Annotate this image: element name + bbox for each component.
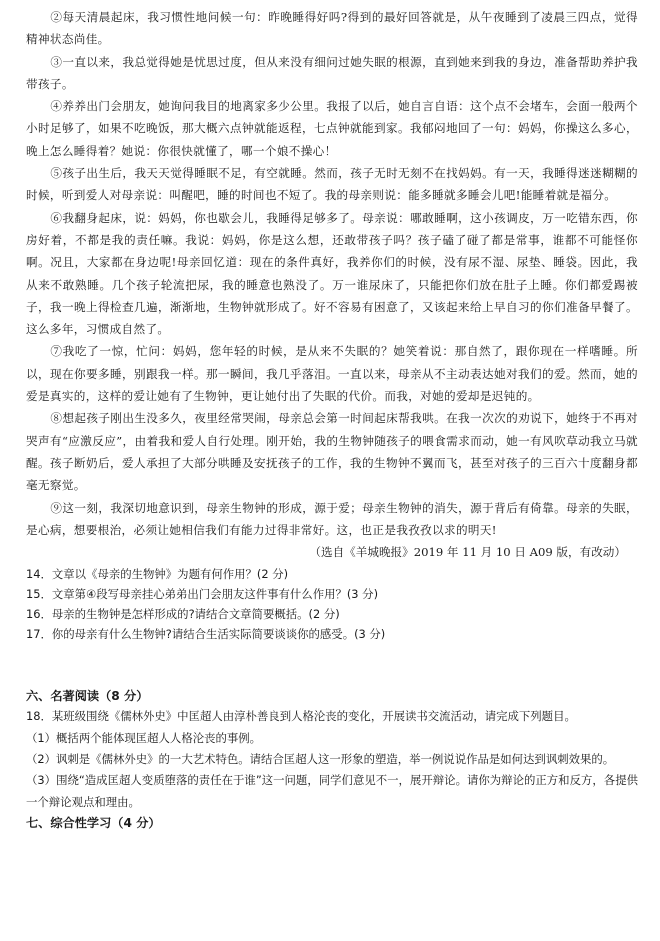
article-paragraph-3: ③一直以来，我总觉得她是忧思过度，但从来没有细问过她失眠的根源，直到她来到我的身边，准备帮助养护我带孩子。: [26, 54, 638, 91]
article: [26, 6, 638, 563]
question-18-item-2: （2）讽刺是《儒林外史》的一大艺术特色。请结合匡超人这一形象的塑造，举一例说说作品是如何达到讽刺效果的。: [26, 752, 615, 767]
question-15: 15．文章第④段写母亲挂心弟弟出门会朋友这件事有什么作用？(3 分): [26, 587, 379, 602]
exam-page: [26, 6, 638, 833]
section-6: [26, 686, 638, 812]
question-14: 14．文章以《母亲的生物钟》为题有何作用？(2 分): [26, 567, 289, 582]
article-paragraph-4: ④养养出门会朋友，她询问我目的地离家多少公里。我报了以后，她自言自语：这个点不会堵车，会面一般两个小时足够了，如果不吃晚饭，那大概六点钟就能返程，七点钟就能到家。我郁闷地回了一句：妈妈，你操这么多心，晚上怎么睡得着？她说：你很快就懂了，哪一个娘不操心！: [26, 99, 638, 158]
article-paragraph-7: ⑦我吃了一惊，忙问：妈妈，您年轻的时候，是从来不失眠的？她笑着说：那自然了，跟你现在一样嗜睡。所以，现在你要多睡，别跟我一样。那一瞬间，我几乎落泪。一直以来，母亲从不主动表达她对我们的爱。然而，她的爱是真实的，这样的爱让她有了生物钟，更让她付出了失眠的代价。而我，对她的爱却是迟钝的。: [26, 344, 638, 404]
question-18-item-3: （3）围绕“造成匡超人变质堕落的责任在于谁”这一问题，同学们意见不一，展开辩论。请你为辩论的正方和反方，各提供一个辩论观点和理由。: [26, 773, 638, 809]
article-source: （选自《羊城晚报》2019 年 11 月 10 日 A09 版，有改动）: [309, 545, 626, 560]
article-paragraph-6: ⑥我翻身起床，说：妈妈，你也歇会儿，我睡得足够多了。母亲说：哪敢睡啊，这小孩调皮，万一吃错东西，你房好着，不都是我的责任嘛。我说：妈妈，你是这么想，还敢带孩子吗？孩子磕了碰了都是常事，谁都不可能怪你啊。况且，大家都在身边呢!母亲回忆道：现在的条件真好，我养你们的时候，没有尿不湿、尿垫、睡袋。因此，我从来不敢熟睡。几个孩子轮流把尿，我的睡意也熟没了。万一谁尿床了，只能把你们放在肚子上睡。你们都爱踢被子，我一晚上得检查几遍，渐渐地，生物钟就形成了。好不容易有困意了，又该起来给上早自习的你们准备早餐了。这么多年，习惯成自然了。: [26, 210, 638, 337]
section-7-heading: 七、综合性学习（4 分）: [26, 815, 161, 830]
article-paragraph-9: ⑨这一刻，我深切地意识到，母亲生物钟的形成，源于爱；母亲生物钟的消失，源于背后有倚靠。母亲的失眠，是心病，想要根治，必须让她相信我们有能力过得非常好。这，也正是我孜孜以求的明天!: [26, 500, 638, 537]
question-18-intro: 18．某班级围绕《儒林外史》中匡超人由淳朴善良到人格沦丧的变化，开展读书交流活动，请完成下列题目。: [26, 709, 576, 724]
article-paragraph-8: ⑧想起孩子刚出生没多久，夜里经常哭闹，母亲总会第一时间起床帮我哄。在我一次次的劝说下，她终于不再对哭声有“应激反应”，由着我和爱人自行处理。刚开始，我的生物钟随孩子的喂食需求而动，她一有风吹草动我立马就醒。孩子断奶后，爱人承担了大部分哄睡及安抚孩子的工作，我的生物钟不翼而飞，甚至对孩子的三百六十度翻身都毫无察觉。: [26, 411, 638, 493]
section-6-heading: 六、名著阅读（8 分）: [26, 689, 149, 704]
section-7: [26, 813, 638, 833]
question-17: 17．你的母亲有什么生物钟?请结合生活实际简要谈谈你的感受。(3 分): [26, 627, 386, 642]
article-paragraph-5: ⑤孩子出生后，我天天觉得睡眠不足，有空就睡。然而，孩子无时无刻不在找妈妈。有一天，我睡得迷迷糊糊的时候，听到爱人对母亲说：叫醒吧，睡的时间也不短了。我的母亲则说：能多睡就多睡会儿吧!能睡着就是福分。: [26, 166, 638, 203]
question-16: 16．母亲的生物钟是怎样形成的?请结合文章简要概括。(2 分): [26, 607, 340, 622]
question-18-item-1: （1）概括两个能体现匡超人人格沦丧的事例。: [26, 730, 262, 745]
question-list: [26, 564, 638, 644]
article-paragraph-2: ②每天清晨起床，我习惯性地问候一句：昨晚睡得好吗?得到的最好回答就是，从午夜睡到了凌晨三四点，觉得精神状态尚佳。: [26, 10, 638, 47]
